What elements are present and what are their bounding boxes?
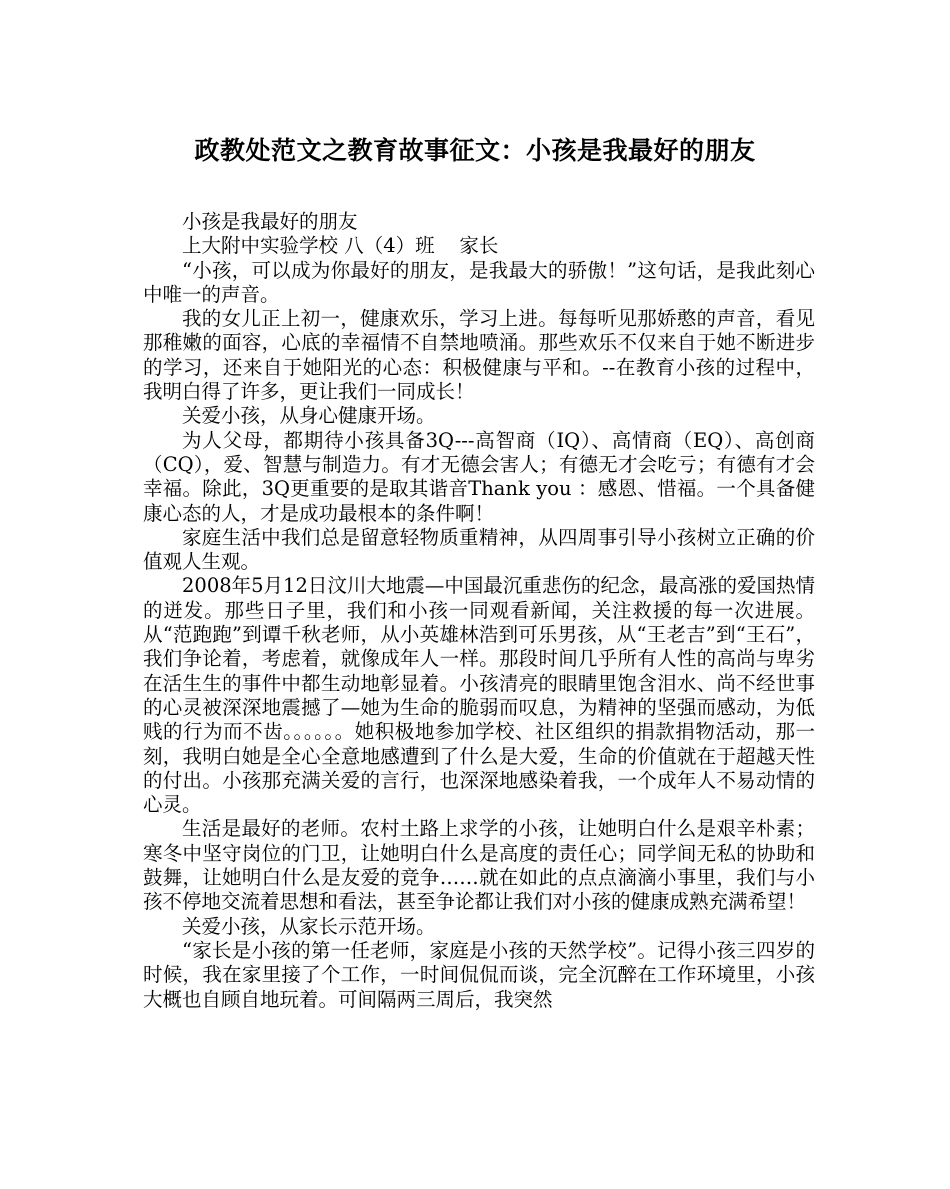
paragraph: “小孩，可以成为你最好的朋友，是我最大的骄傲！”这句话，是我此刻心中唯一的声音。 (143, 258, 815, 306)
paragraph: 小孩是我最好的朋友 (182, 210, 358, 233)
paragraph: 关爱小孩，从家长示范开场。 (182, 914, 436, 938)
paragraph: 生活是最好的老师。农村土路上求学的小孩，让她明白什么是艰辛朴素；寒冬中坚守岗位的门卫，让她明白什么是高度的责任心；同学间无私的协助和鼓舞，让她明白什么是友爱的竞争……就在如此的点点滴滴小事里，我们与小孩不停地交流着思想和看法，甚至争论都让我们对小孩的健康成熟充满希望！ (143, 817, 815, 914)
document-body (143, 210, 815, 1012)
paragraph: 上大附中实验学校 八（4）班 家长 (182, 234, 499, 258)
paragraph: 2008年5月12日汶川大地震—中国最沉重悲伤的纪念，最高涨的爱国热情的迸发。那些日子里，我们和小孩一同观看新闻，关注救援的每一次进展。从“范跑跑”到谭千秋老师，从小英雄林浩到可乐男孩，从“王老吉”到“王石”，我们争论着，考虑着，就像成年人一样。那段时间几乎所有人性的高尚与卑劣在活生生的事件中都生动地彰显着。小孩清亮的眼睛里饱含泪水、尚不经世事的心灵被深深地震撼了—她为生命的脆弱而叹息，为精神的坚强而感动，为低贱的行为而不齿。。。。。。她积极地参加学校、社区组织的捐款捐物活动，那一刻，我明白她是全心全意地感遭到了什么是大爱，生命的价值就在于超越天性的付出。小孩那充满关爱的言行，也深深地感染着我，一个成年人不易动情的心灵。 (143, 574, 815, 817)
document-title: 政教处范文之教育故事征文：小孩是我最好的朋友 (194, 136, 756, 165)
paragraph: 我的女儿正上初一，健康欢乐，学习上进。每每听见那娇憨的声音，看见那稚嫩的面容，心底的幸福情不自禁地喷涌。那些欢乐不仅来自于她不断进步的学习，还来自于她阳光的心态：积极健康与平和。--在教育小孩的过程中，我明白得了许多，更让我们一同成长！ (143, 307, 815, 404)
paragraph: 为人父母，都期待小孩具备3Q---高智商（IQ）、高情商（EQ）、高创商（CQ），爱、智慧与制造力。有才无德会害人；有德无才会吃亏；有德有才会幸福。除此，3Q更重要的是取其谐音Thank you ：感恩、惜福。一个具备健康心态的人，才是成功最根本的条件啊！ (143, 428, 815, 525)
paragraph: “家长是小孩的第一任老师，家庭是小孩的天然学校”。记得小孩三四岁的时候，我在家里接了个工作，一时间侃侃而谈，完全沉醉在工作环境里，小孩大概也自顾自地玩着。可间隔两三周后，我突然 (143, 938, 815, 1011)
paragraph: 关爱小孩，从身心健康开场。 (182, 404, 436, 428)
paragraph: 家庭生活中我们总是留意轻物质重精神，从四周事引导小孩树立正确的价值观人生观。 (143, 525, 815, 574)
